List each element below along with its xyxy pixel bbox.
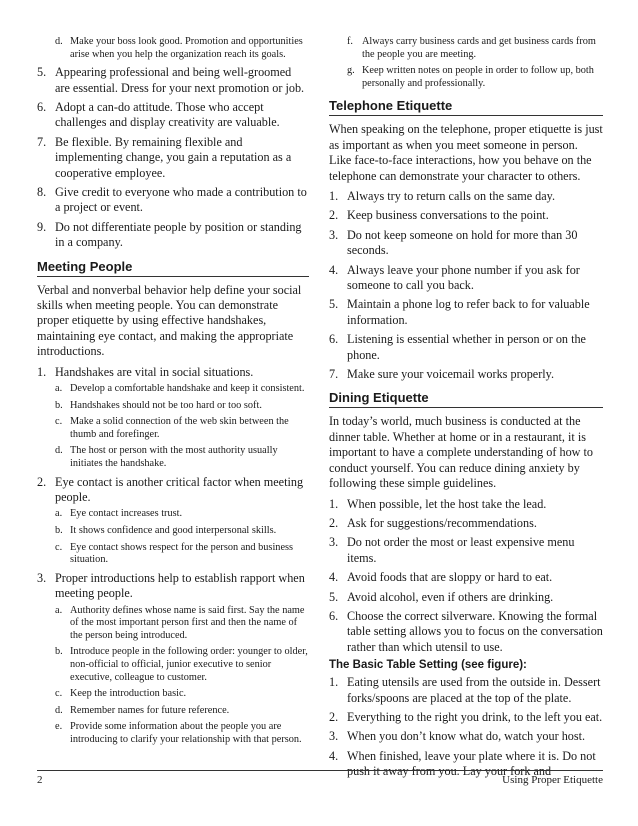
list-item <box>329 729 603 744</box>
list-item-text: Everything to the right you drink, to the left you eat. <box>347 709 603 724</box>
list-item-text: Make sure your voicemail works properly. <box>347 367 555 382</box>
sub-list-item <box>55 383 309 396</box>
list-marker: 3. <box>37 570 47 585</box>
list-marker: 6. <box>329 608 339 623</box>
list-marker: 7. <box>37 134 47 149</box>
list-item-text: Make a solid connection of the web skin between the thumb and forefinger. <box>70 416 289 440</box>
list-marker: 6. <box>329 332 339 347</box>
list-item-text: When you don’t know what do, watch your host. <box>347 729 586 744</box>
list-marker: 1. <box>37 364 47 379</box>
dining-intro-paragraph: In today’s world, much business is conducted at the dinner table. Whether at home or in a restaurant, it is important to have a complete understanding of how to conduct yourself. You can reduce dining anxiety by following these simple guidelines. <box>329 414 593 491</box>
list-item-text: When possible, let the host take the lead. <box>347 496 547 511</box>
list-item <box>37 135 309 181</box>
list-marker: c. <box>55 416 63 428</box>
list-marker: 5. <box>329 589 339 604</box>
list-marker: 2. <box>37 474 47 489</box>
list-item-text: Maintain a phone log to refer back to for valuable information. <box>347 297 590 327</box>
sub-list-item <box>55 646 309 684</box>
list-item <box>37 100 309 131</box>
list-item-text: Always try to return calls on the same day. <box>347 189 556 203</box>
sub-list-item <box>55 445 309 470</box>
sub-list-item <box>55 688 309 701</box>
sub-list <box>347 36 603 90</box>
list-item <box>329 332 603 363</box>
list-item-text: Avoid foods that are sloppy or hard to eat. <box>347 570 553 585</box>
list-item-text: Give credit to everyone who made a contribution to a project or event. <box>55 185 307 215</box>
sub-list <box>55 508 309 566</box>
list-marker: d. <box>55 36 63 47</box>
list-item-text: Remember names for future reference. <box>70 704 230 716</box>
list-item-text: Appearing professional and being well-groomed are essential. Dress for your next promotion or job. <box>55 65 305 95</box>
telephone-intro-paragraph: When speaking on the telephone, proper etiquette is just as important as when you meet someone in person. Like face-to-face interactions, how you behave on the telephone can demonstrate your character to others. <box>329 122 603 183</box>
list-marker: 3. <box>329 729 339 744</box>
list-marker: c. <box>55 688 63 700</box>
list-item-text: Keep business conversations to the point. <box>347 208 549 223</box>
sub-list-item <box>55 508 309 521</box>
list-item <box>37 475 309 567</box>
list-item-text: Choose the correct silverware. Knowing the formal table setting allows you to focus on the conversation rather than which utensil to use. <box>347 608 603 654</box>
section-heading-telephone-etiquette: Telephone Etiquette <box>329 98 603 116</box>
list-item-text: Introduce people in the following order: younger to older, non-official to official, junior executive to senior executive, colleague to customer. <box>70 646 308 683</box>
list-item <box>329 516 603 531</box>
list-item-text: Develop a comfortable handshake and keep it consistent. <box>70 383 305 395</box>
list-item <box>329 189 603 204</box>
list-marker: g. <box>347 65 355 77</box>
list-item-text: Keep written notes on people in order to follow up, both personally and professionally. <box>362 65 594 89</box>
list-marker: d. <box>55 445 63 457</box>
list-marker: 7. <box>329 367 339 382</box>
list-item-text: Authority defines whose name is said first. Say the name of the most important person first and then the name of the person being introduced. <box>70 604 305 641</box>
list-marker: 9. <box>37 219 47 234</box>
list-item <box>329 497 603 512</box>
list-marker: 5. <box>37 65 47 80</box>
section-heading-meeting-people: Meeting People <box>37 259 309 277</box>
list-item <box>329 710 603 725</box>
sub-list-item <box>347 65 603 90</box>
left-column <box>37 36 309 751</box>
sub-list <box>55 36 309 61</box>
sub-list-item <box>55 416 309 441</box>
list-marker: 6. <box>37 100 47 114</box>
list-marker: a. <box>55 383 63 395</box>
page-number: 2 <box>37 774 43 786</box>
list-marker: 2. <box>329 208 339 223</box>
sub-list-item <box>55 542 309 567</box>
list-item <box>329 263 603 294</box>
list-marker: a. <box>55 508 63 520</box>
list-item-text: Handshakes are vital in social situations. <box>55 364 254 379</box>
list-item-text: Always leave your phone number if you ask for someone to call you back. <box>347 262 580 293</box>
list-item-text: Proper introductions help to establish rapport when meeting people. <box>55 570 305 601</box>
list-marker: b. <box>55 525 63 537</box>
subheading-basic-table-setting: The Basic Table Setting (see figure): <box>329 659 527 672</box>
list-marker: 3. <box>329 227 339 242</box>
list-marker: 2. <box>329 709 339 724</box>
list-item-text: Listening is essential whether in person or on the phone. <box>347 332 586 362</box>
sub-list <box>55 605 309 747</box>
list-marker: a. <box>55 604 63 616</box>
list-marker: 5. <box>329 297 339 312</box>
list-item <box>37 220 309 251</box>
sub-list-item <box>55 525 309 538</box>
list-item <box>329 228 603 259</box>
list-marker: 1. <box>329 675 339 690</box>
list-marker: 4. <box>329 262 339 277</box>
list-item-text: Always carry business cards and get business cards from the people you are meeting. <box>362 36 596 60</box>
list-marker: f. <box>347 36 354 47</box>
list-item-text: Do not keep someone on hold for more than 30 seconds. <box>347 227 578 258</box>
sub-list <box>55 383 309 471</box>
list-item-text: Ask for suggestions/recommendations. <box>347 515 537 530</box>
sub-list-item <box>55 721 309 746</box>
list-item <box>37 365 309 471</box>
table-setting-list <box>329 675 603 779</box>
list-item-text: When finished, leave your plate where it is. Do not push it away from you. Lay your fork and <box>347 748 596 779</box>
list-item-text: Eating utensils are used from the outside in. Dessert forks/spoons are placed at the top of the plate. <box>347 675 601 705</box>
list-item-text: Handshakes should not be too hard or too soft. <box>70 399 262 411</box>
list-item <box>37 571 309 747</box>
list-item <box>329 570 603 585</box>
list-item <box>37 65 309 96</box>
list-item-text: Avoid alcohol, even if others are drinking. <box>347 589 554 604</box>
list-marker: 4. <box>329 570 339 585</box>
list-marker: b. <box>55 646 63 658</box>
list-marker: 8. <box>37 185 47 200</box>
running-title: Using Proper Etiquette <box>502 774 603 786</box>
list-item <box>329 297 603 328</box>
sub-list-item <box>55 400 309 413</box>
list-marker: 1. <box>329 189 339 203</box>
list-item-text: Provide some information about the people you are introducing to clarify your relationship with that person. <box>70 721 302 745</box>
list-marker: d. <box>55 704 63 716</box>
list-marker: 4. <box>329 748 339 763</box>
list-item-text: Eye contact is another critical factor when meeting people. <box>55 474 304 505</box>
list-item-text: Be flexible. By remaining flexible and implementing change, you gain a reputation as a cooperative employee. <box>55 134 292 180</box>
section-heading-dining-etiquette: Dining Etiquette <box>329 390 603 408</box>
list-item-text: Adopt a can-do attitude. Those who accept challenges and display creativity are valuable. <box>55 100 280 130</box>
main-list <box>37 65 309 250</box>
page-footer <box>37 770 603 786</box>
sub-list-item <box>347 36 603 61</box>
list-item <box>329 367 603 382</box>
right-column <box>329 36 603 784</box>
list-marker: 1. <box>329 496 339 511</box>
list-marker: c. <box>55 541 63 553</box>
list-item-text: Keep the introduction basic. <box>70 688 187 700</box>
meeting-intro-paragraph: Verbal and nonverbal behavior help define your social skills when meeting people. You can demonstrate proper etiquette by using effective handshakes, maintaining eye contact, and making the appropriate introductions. <box>37 282 302 359</box>
meeting-list <box>37 365 309 747</box>
list-item-text: Eye contact shows respect for the person and business situation. <box>70 541 294 566</box>
dining-list <box>329 497 603 656</box>
list-item <box>329 208 603 223</box>
telephone-list <box>329 189 603 382</box>
list-item <box>37 185 309 216</box>
list-marker: 3. <box>329 535 339 550</box>
list-marker: e. <box>55 721 63 733</box>
list-item <box>329 590 603 605</box>
sub-list-item <box>55 605 309 643</box>
list-item-text: Do not order the most or least expensive menu items. <box>347 535 575 565</box>
list-item-text: Eye contact increases trust. <box>70 508 183 520</box>
list-item-text: Do not differentiate people by position or standing in a company. <box>55 219 302 250</box>
list-item-text: Make your boss look good. Promotion and opportunities arise when you help the organization reach its goals. <box>70 36 303 60</box>
list-item <box>329 675 603 706</box>
sub-list-item <box>55 705 309 718</box>
list-item-text: The host or person with the most authority usually initiates the handshake. <box>70 445 278 470</box>
list-marker: 2. <box>329 515 339 530</box>
list-item <box>329 609 603 655</box>
list-item-text: It shows confidence and good interpersonal skills. <box>70 525 277 537</box>
sub-list-item <box>55 36 309 61</box>
list-item <box>329 535 603 566</box>
list-marker: b. <box>55 399 63 411</box>
